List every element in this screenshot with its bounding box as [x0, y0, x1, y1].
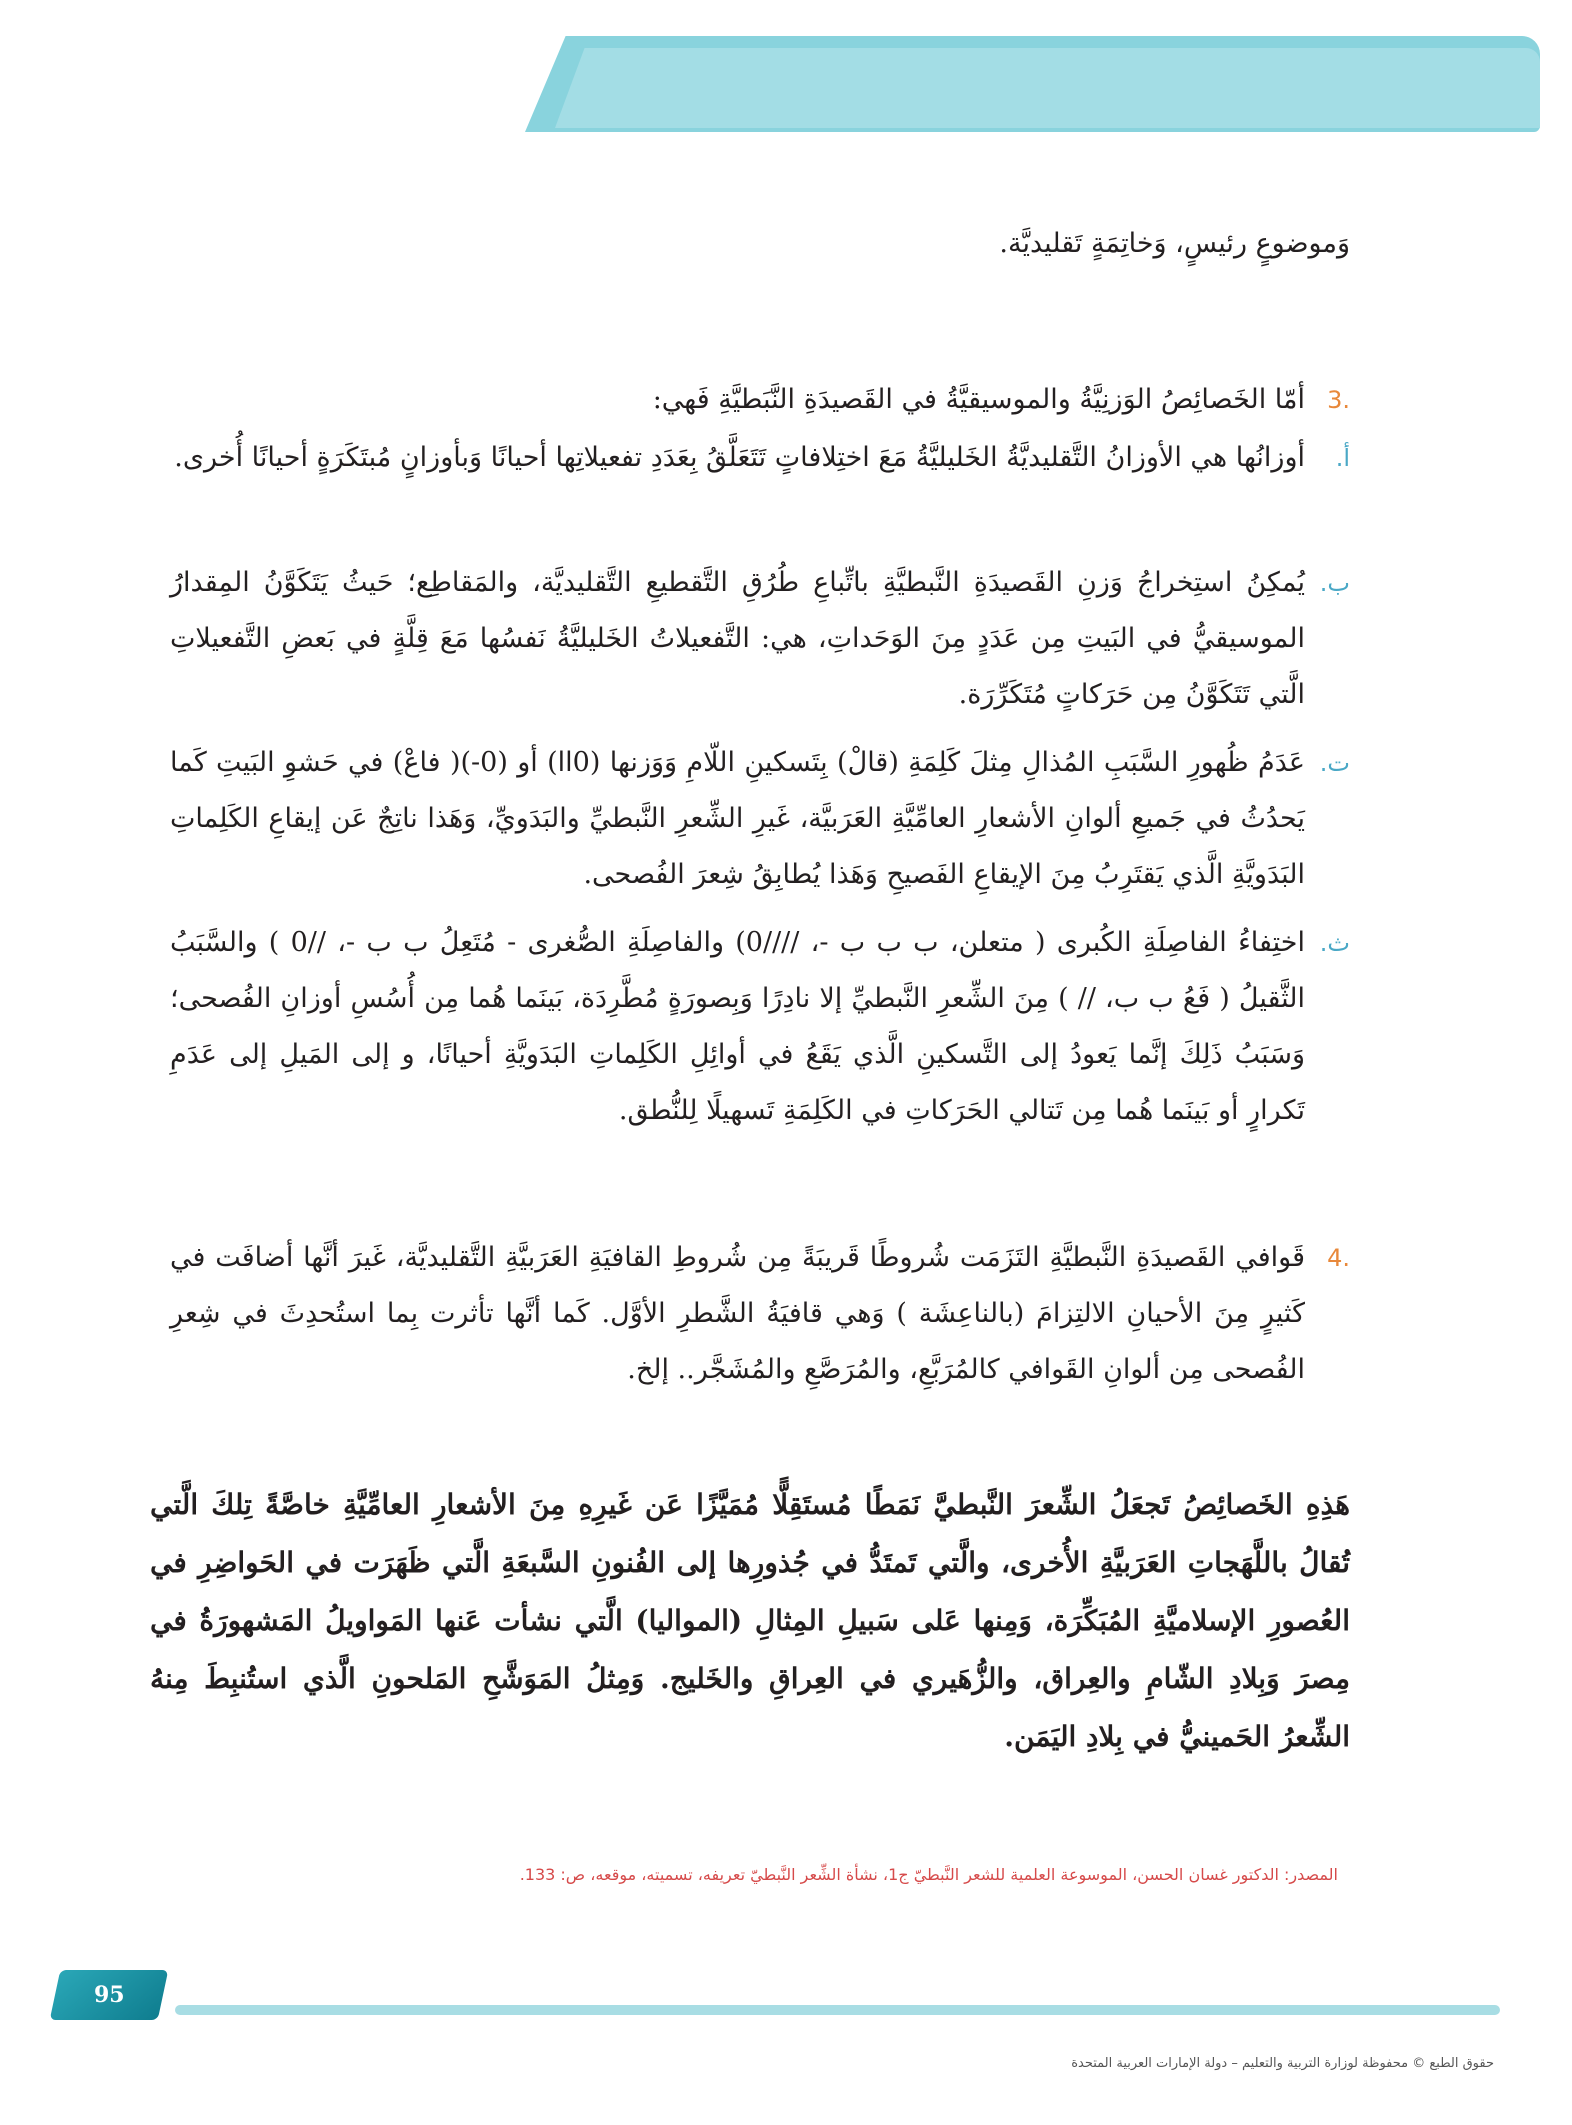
list-item-text: عَدَمُ ظُهورِ السَّبَبِ المُذالِ مِثلَ كَلِمَةِ (قالْ) بِتَسكينِ اللّامِ وَوَزنها (0اا) أو (0-)( فاعْ) في حَشوِ البَيتِ كَما يَحدُثُ في جَميعِ ألوانِ الأشعارِ العامِّيَّةِ العَرَبيَّة، غَيرِ الشِّعرِ النَّبطيِّ والبَدَويِّ، وَهَذا ناتِجٌ عَن إيقاعِ الكَلِماتِ البَدَويَّةِ الَّذي يَقتَرِبُ مِنَ الإيقاعِ الفَصيحِ وَهَذا يُطابِقُ شِعرَ الفُصحى. [170, 747, 1305, 890]
section-4 [170, 1230, 1350, 1398]
list-marker: ت. [1319, 749, 1350, 777]
section-3-heading-text: أمّا الخَصائِصُ الوَزنِيَّةُ والموسيقيَّةُ في القَصيدَةِ النَّبَطيَّةِ فَهي: [652, 384, 1305, 415]
page-number: 95 [93, 1982, 125, 2008]
intro-line: وَموضوعٍ رئيسٍ، وَخاتِمَةٍ تَقليديَّة. [999, 228, 1350, 259]
header-banner-inner [555, 48, 1540, 128]
list-item-alef [170, 430, 1350, 486]
page-number-badge [50, 1970, 169, 2020]
list-item-text: اختِفاءُ الفاصِلَةِ الكُبرى ( متعلن، ب ب ب -، ////0) والفاصِلَةِ الصُّغرى - مُتَعِلُ ب ب -، //0 ) والسَّبَبُ الثَّقيلُ ( فَعُ ب ب، // ) مِنَ الشِّعرِ النَّبطيِّ إلا نادِرًا وَبِصورَةٍ مُطَّرِدَة، بَينَما هُما مِن أُسُسِ أوزانِ الفُصحى؛ وَسَبَبُ ذَلِكَ إنَّما يَعودُ إلى التَّسكينِ الَّذي يَقَعُ في أوائِلِ الكَلِماتِ البَدَويَّةِ أحيانًا، و إلى المَيلِ إلى عَدَمِ تَكرارٍ أو بَينَما هُما مِن تَتالي الحَرَكاتِ في الكَلِمَةِ تَسهيلًا لِلنُّطق. [170, 927, 1305, 1126]
section-4-text: قَوافي القَصيدَةِ النَّبطيَّةِ التَزَمَت شُروطًا قَريبَةً مِن شُروطِ القافيَةِ العَرَبيَّةِ التَّقليديَّة، غَيرَ أنَّها أضافَت في كَثيرٍ مِنَ الأحيانِ الالتِزامَ (بالناعِشَة ) وَهي قافيَةُ الشَّطرِ الأوَّل. كَما أنَّها تأثرت بِما استُحدِثَ في شِعرِ الفُصحى مِن ألوانِ القَوافي كالمُرَبَّعِ، والمُرَصَّعِ والمُشَجَّر.. إلخ. [170, 1242, 1305, 1385]
list-marker: ب. [1319, 569, 1350, 597]
list-marker: ث. [1319, 929, 1350, 957]
list-item-text: يُمكِنُ استِخراجُ وَزنِ القَصيدَةِ النَّبطيَّةِ باتِّباعِ طُرُقِ التَّقطيعِ التَّقليديَّة، والمَقاطِع؛ حَيثُ يَتَكَوَّنُ المِقدارُ الموسيقيُّ في البَيتِ مِن عَدَدٍ مِنَ الوَحَداتِ، هي: التَّفعيلاتُ الخَليليَّةُ نَفسُها مَعَ قِلَّةٍ في بَعضِ التَّفعيلاتِ الَّتي تَتَكَوَّنُ مِن حَرَكاتٍ مُتَكَرِّرَة. [170, 567, 1305, 710]
list-marker: أ. [1335, 444, 1350, 472]
section-3-number: .3 [1327, 386, 1350, 414]
closing-paragraph: هَذِهِ الخَصائِصُ تَجعَلُ الشِّعرَ النَّبطيَّ نَمَطًا مُستَقِلًّا مُمَيَّزًا عَن غَيرِهِ مِنَ الأشعارِ العامِّيَّةِ خاصَّةً تِلكَ الَّتي تُقالُ باللَّهَجاتِ العَرَبيَّةِ الأُخرى، والَّتي تَمتَدُّ في جُذورِها إلى الفُنونِ السَّبعَةِ الَّتي ظَهَرَت في الحَواضِرِ في العُصورِ الإسلاميَّةِ المُبَكِّرَة، وَمِنها عَلى سَبيلِ المِثالِ (المواليا) الَّتي نشأت عَنها المَواويلُ المَشهورَةُ في مِصرَ وَبِلادِ الشّامِ والعِراق، والزُّهَيري في العِراقِ والخَليج. وَمِثلُ المَوَشَّحِ المَلحونِ الَّذي استُنبِطَ مِنهُ الشِّعرُ الحَمينيُّ في بِلادِ اليَمَن. [150, 1488, 1350, 1753]
section-4-number: .4 [1327, 1244, 1350, 1272]
list-item-text: أوزانُها هي الأوزانُ التَّقليديَّةُ الخَليليَّةُ مَعَ اختِلافاتٍ تَتَعَلَّقُ بِعَدَدِ تفعيلاتِها أحيانًا وَبأوزانٍ مُبتَكَرَةٍ أحيانًا أُخرى. [174, 442, 1305, 473]
list-item-ta [170, 735, 1350, 903]
footer-divider [175, 2005, 1500, 2015]
list-item-ba [170, 555, 1350, 723]
copyright-notice: حقوق الطبع © محفوظة لوزارة التربية والتعليم – دولة الإمارات العربية المتحدة [1071, 2056, 1494, 2071]
list-item-tha [170, 915, 1350, 1139]
section-3-heading [150, 372, 1350, 428]
source-citation: المصدر: الدكتور غسان الحسن، الموسوعة العلمية للشعر النَّبطيّ ج1، نشأة الشِّعر النَّبطيّ تعريفه، تسميته، موقعه، ص: 133. [519, 1865, 1338, 1884]
